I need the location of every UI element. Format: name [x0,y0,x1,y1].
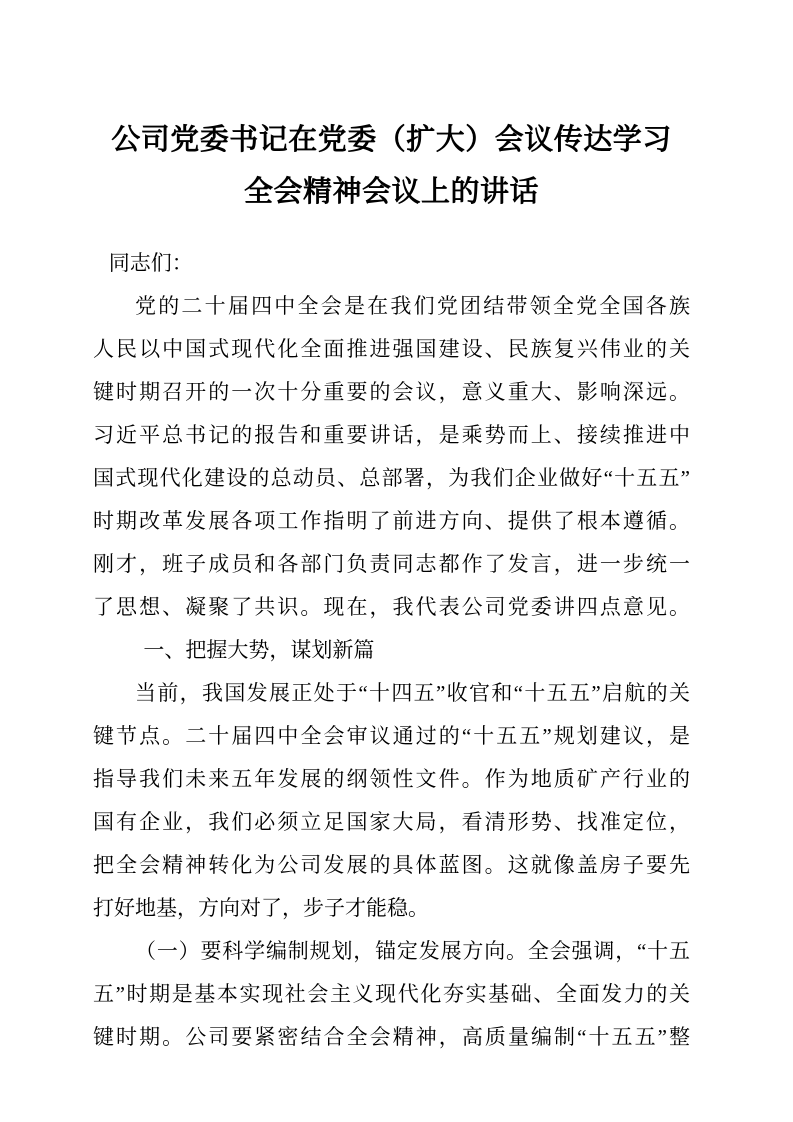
doc-title-line-1: 公司党委书记在党委（扩大）会议传达学习 [111,124,672,156]
doc-line: 键时期。公司要紧密结合全会精神，高质量编制“十五五”整 [93,1025,690,1049]
doc-title [93,114,690,218]
doc-line: 时期改革发展各项工作指明了前进方向、提供了根本遵循。 [93,509,690,533]
doc-line: 人民以中国式现代化全面推进强国建设、民族复兴伟业的关 [93,337,690,361]
doc-line: 指导我们未来五年发展的纲领性文件。作为地质矿产行业的 [93,767,690,791]
doc-line: 刚才，班子成员和各部门负责同志都作了发言，进一步统一 [93,552,690,576]
doc-body [93,242,690,1059]
doc-line: 键节点。二十届四中全会审议通过的“十五五”规划建议，是 [93,724,690,748]
doc-line: 五”时期是基本实现社会主义现代化夯实基础、全面发力的关 [93,982,690,1006]
doc-line: 键时期召开的一次十分重要的会议，意义重大、影响深远。 [93,380,690,404]
doc-line: （一）要科学编制规划，锚定发展方向。全会强调，“十五 [135,939,690,963]
doc-line: 党的二十届四中全会是在我们党团结带领全党全国各族 [135,294,690,318]
doc-line: 当前，我国发展正处于“十四五”收官和“十五五”启航的关 [135,681,690,705]
salutation-line: 同志们： [108,251,193,275]
doc-line: 打好地基，方向对了，步子才能稳。 [93,896,429,920]
doc-line: 国式现代化建设的总动员、总部署，为我们企业做好“十五五” [93,466,690,490]
doc-title-line-2: 全会精神会议上的讲话 [243,176,539,208]
doc-line: 国有企业，我们必须立足国家大局，看清形势、找准定位， [93,810,690,834]
doc-line: 把全会精神转化为公司发展的具体蓝图。这就像盖房子要先 [93,853,690,877]
section-heading-line: 一、把握大势，谋划新篇 [143,638,375,662]
doc-line: 了思想、凝聚了共识。现在，我代表公司党委讲四点意见。 [93,595,690,619]
doc-line: 习近平总书记的报告和重要讲话，是乘势而上、接续推进中 [93,423,690,447]
